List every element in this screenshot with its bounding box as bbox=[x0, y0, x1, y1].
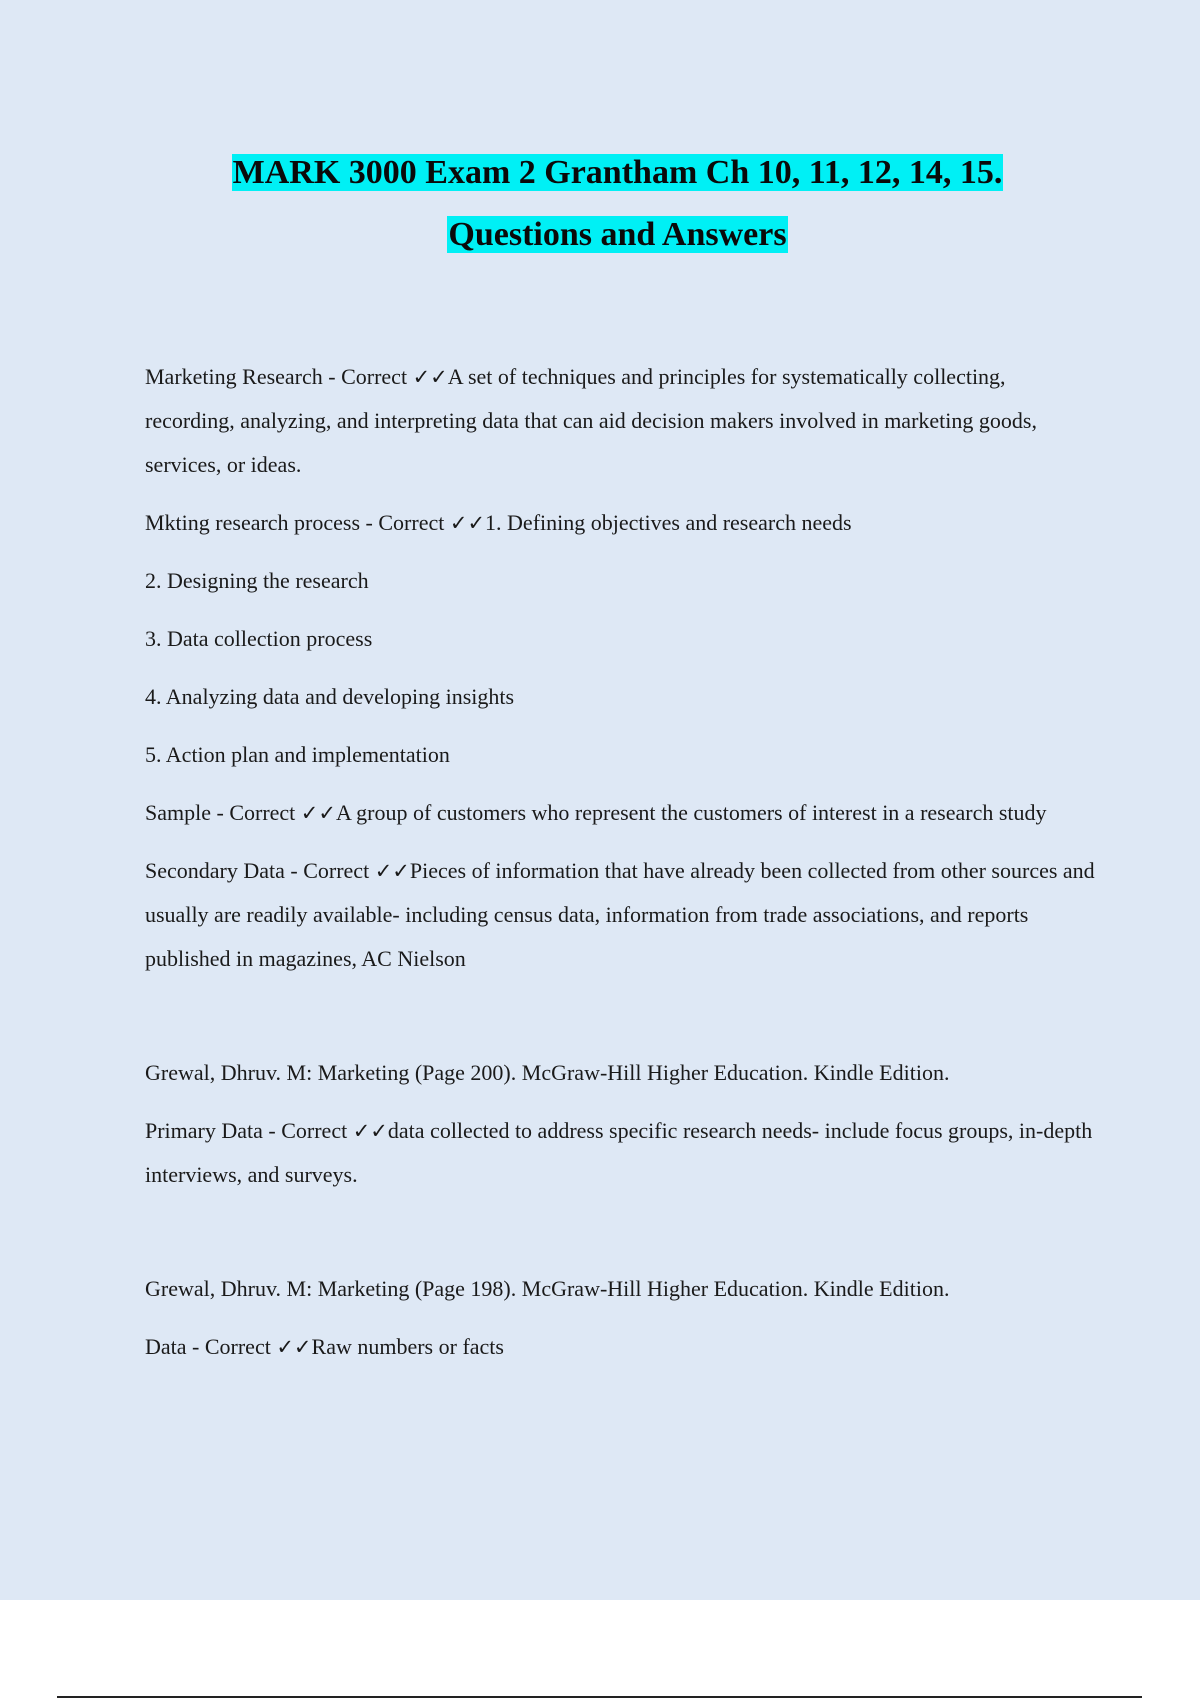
entry-marker: Correct bbox=[303, 858, 370, 883]
entry-term: Secondary Data bbox=[145, 858, 285, 883]
process-step-2: 2. Designing the research bbox=[145, 568, 369, 593]
entry-term: Marketing Research bbox=[145, 364, 323, 389]
qa-entry-secondary-data: Secondary Data - Correct ✓✓Pieces of information that have already been collected from other sources and usually are readily available- including census data, information from trade associations, and reports published in magazines, AC Nielson bbox=[145, 858, 1095, 971]
document-title bbox=[0, 142, 1200, 266]
citation-page-200: Grewal, Dhruv. M: Marketing (Page 200). McGraw-Hill Higher Education. Kindle Edition. bbox=[145, 1060, 950, 1085]
document-body bbox=[145, 355, 1095, 1383]
entry-marker: Correct bbox=[378, 510, 445, 535]
qa-entry-sample: Sample - Correct ✓✓A group of customers who represent the customers of interest in a research study bbox=[145, 800, 1047, 825]
qa-entry-data: Data - Correct ✓✓Raw numbers or facts bbox=[145, 1334, 504, 1359]
checkmark-icon: ✓✓ bbox=[300, 801, 336, 825]
entry-marker: Correct bbox=[281, 1118, 348, 1143]
qa-entry-research-process: Mkting research process - Correct ✓✓1. Defining objectives and research needs bbox=[145, 510, 852, 535]
entry-marker: Correct bbox=[229, 800, 296, 825]
checkmark-icon: ✓✓ bbox=[352, 1119, 388, 1143]
qa-entry-marketing-research: Marketing Research - Correct ✓✓A set of techniques and principles for systematically collecting, recording, analyzing, and interpreting data that can aid decision makers involved in marketing goods, services, or ideas. bbox=[145, 364, 1037, 477]
entry-term: Data bbox=[145, 1334, 187, 1359]
entry-term: Mkting research process bbox=[145, 510, 361, 535]
process-step-3: 3. Data collection process bbox=[145, 626, 373, 651]
entry-definition: A group of customers who represent the customers of interest in a research study bbox=[336, 800, 1047, 825]
entry-definition: 1. Defining objectives and research needs bbox=[485, 510, 852, 535]
entry-definition: Pieces of information that have already been collected from other sources and usually are readily available- including census data, information from trade associations, and reports published in magazines, AC Nielson bbox=[145, 858, 1095, 971]
citation-page-198: Grewal, Dhruv. M: Marketing (Page 198). McGraw-Hill Higher Education. Kindle Edition. bbox=[145, 1276, 950, 1301]
process-step-4: 4. Analyzing data and developing insights bbox=[145, 684, 515, 709]
footer-divider bbox=[57, 1696, 1142, 1698]
qa-entry-primary-data: Primary Data - Correct ✓✓data collected to address specific research needs- include focus groups, in-depth interviews, and surveys. bbox=[145, 1118, 1093, 1187]
title-line-1: MARK 3000 Exam 2 Grantham Ch 10, 11, 12, 14, 15. bbox=[232, 154, 1003, 191]
process-step-5: 5. Action plan and implementation bbox=[145, 742, 450, 767]
entry-definition: data collected to address specific research needs- include focus groups, in-depth interviews, and surveys. bbox=[145, 1118, 1093, 1187]
entry-definition: Raw numbers or facts bbox=[311, 1334, 504, 1359]
title-line-2: Questions and Answers bbox=[448, 216, 787, 253]
checkmark-icon: ✓✓ bbox=[374, 859, 410, 883]
entry-marker: Correct bbox=[204, 1334, 271, 1359]
entry-marker: Correct bbox=[341, 364, 408, 389]
checkmark-icon: ✓✓ bbox=[276, 1335, 312, 1359]
checkmark-icon: ✓✓ bbox=[412, 365, 448, 389]
entry-definition: A set of techniques and principles for systematically collecting, recording, analyzing, and interpreting data that can aid decision makers involved in marketing goods, services, or ideas. bbox=[145, 364, 1037, 477]
checkmark-icon: ✓✓ bbox=[449, 511, 486, 535]
entry-term: Primary Data bbox=[145, 1118, 263, 1143]
entry-term: Sample bbox=[145, 800, 211, 825]
